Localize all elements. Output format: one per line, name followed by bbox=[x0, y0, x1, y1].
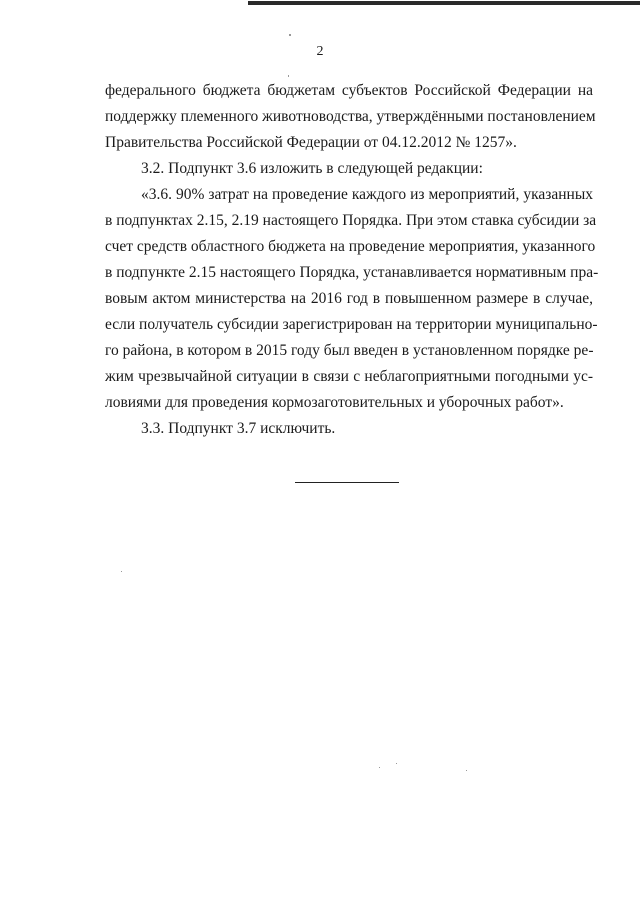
scan-speck bbox=[466, 770, 467, 771]
body-line: федерального бюджета бюджетам субъектов Российской Федерации на bbox=[105, 82, 593, 99]
paragraph-3-3: 3.3. Подпункт 3.7 исключить. bbox=[141, 420, 336, 437]
body-line: поддержку племенного животноводства, утверждёнными постановлением bbox=[105, 108, 596, 125]
quoted-line: в подпункте 2.15 настоящего Порядка, устанавливается нормативным пра- bbox=[105, 264, 599, 281]
scan-speck bbox=[396, 763, 397, 764]
quoted-line: если получатель субсидии зарегистрирован на территории муниципально- bbox=[105, 316, 598, 333]
top-border-line bbox=[248, 1, 640, 5]
scan-speck bbox=[289, 34, 291, 36]
paragraph-3-2: 3.2. Подпункт 3.6 изложить в следующей редакции: bbox=[141, 160, 483, 177]
scan-speck bbox=[121, 571, 122, 572]
quoted-line: в подпунктах 2.15, 2.19 настоящего Порядка. При этом ставка субсидии за bbox=[105, 212, 597, 229]
quoted-line: счет средств областного бюджета на проведение мероприятия, указанного bbox=[105, 238, 596, 255]
end-separator-line bbox=[295, 482, 399, 483]
quoted-line: «3.6. 90% затрат на проведение каждого из мероприятий, указанных bbox=[141, 186, 593, 203]
quoted-line: вовым актом министерства на 2016 год в повышенном размере в случае, bbox=[105, 290, 593, 307]
page-number: 2 bbox=[316, 44, 324, 59]
quoted-line: ловиями для проведения кормозаготовительных и уборочных работ». bbox=[105, 394, 564, 411]
quoted-line: жим чрезвычайной ситуации в связи с неблагоприятными погодными ус- bbox=[105, 368, 593, 385]
body-text-block bbox=[105, 78, 599, 442]
scan-speck bbox=[288, 75, 289, 77]
quoted-line: го района, в котором в 2015 году был введен в установленном порядке ре- bbox=[105, 342, 594, 359]
scan-speck bbox=[379, 767, 380, 768]
body-line: Правительства Российской Федерации от 04.12.2012 № 1257». bbox=[105, 134, 517, 151]
